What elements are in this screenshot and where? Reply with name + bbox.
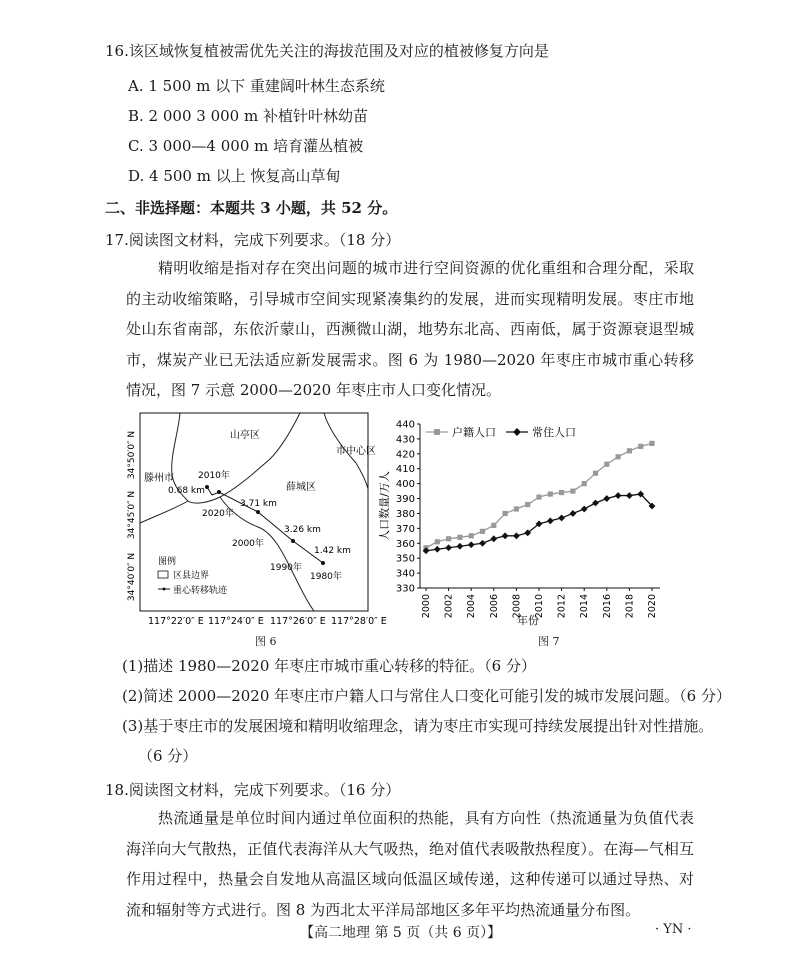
y-tick-label: 340 (395, 568, 415, 580)
series-0-point-2012 (559, 490, 564, 495)
q17-sub-2: (2)简述 2000—2020 年枣庄市户籍人口与常住人口变化可能引发的城市发展问题。（6 分） (122, 687, 731, 705)
y-tick-label: 370 (395, 523, 415, 535)
label-2000: 2000年 (232, 539, 264, 549)
series-0-point-2015 (593, 471, 598, 476)
y-tick-label: 350 (395, 553, 415, 565)
footer-page-info: 【高二地理 第 5 页（共 6 页）】 (300, 925, 502, 941)
series-0-point-2011 (548, 491, 553, 496)
y-tick-label: 420 (395, 449, 415, 461)
district-tengzhou: 滕州市 (144, 473, 174, 484)
legend-huji-marker (434, 429, 440, 435)
label-1980: 1980年 (310, 572, 342, 582)
series-1-point-2013 (570, 510, 577, 517)
point-2000 (256, 510, 260, 514)
x-tick-label: 2016 (601, 594, 613, 619)
point-2010 (205, 485, 209, 489)
series-0-point-2014 (582, 481, 587, 486)
q16-option-a: A. 1 500 m 以下 重建阔叶林生态系统 (128, 77, 385, 95)
series-0-point-2019 (638, 444, 643, 449)
label-2010: 2010年 (198, 471, 230, 481)
series-1-point-2012 (558, 515, 565, 522)
series-0-point-2004 (469, 533, 474, 538)
x-tick-label: 2002 (443, 594, 455, 619)
series-1-point-2011 (547, 518, 554, 525)
boundary-south (220, 497, 314, 611)
series-0-point-2007 (503, 511, 508, 516)
q17-sub-1: (1)描述 1980—2020 年枣庄市城市重心转移的特征。（6 分） (122, 657, 536, 675)
series-1-point-2017 (615, 492, 622, 499)
section2-title: 二、非选择题：本题共 3 小题，共 52 分。 (105, 199, 398, 217)
legend-title: 图例 (158, 557, 177, 567)
x-tick-2: 117°24′0″ E (208, 616, 264, 627)
q18-paragraph: 热流通量是单位时间内通过单位面积的热能，具有方向性（热流通量为负值代表海洋向大气散热，正值代表海洋从大气吸热，绝对值代表吸散热程度）。在海—气相互作用过程中，热量会自发地从高温区域向低温区域传递，这种传递可以通过导热、对流和辐射等方式进行。图 8 为西北太平洋局部地区多年平均热流通量分布图。 (126, 809, 694, 919)
series-1-point-2008 (513, 532, 520, 539)
series-1-point-2007 (502, 532, 509, 539)
x-tick-1: 117°22′0″ E (148, 616, 204, 627)
y-tick-label: 360 (395, 538, 415, 550)
fig7-chart (378, 410, 678, 632)
series-0-point-2009 (525, 502, 530, 507)
series-1-point-2005 (479, 540, 486, 547)
series-0-point-2002 (446, 536, 451, 541)
fig7-ylabel: 人口数量/万人 (378, 471, 391, 541)
dist-068: 0.68 km (168, 486, 205, 496)
series-0-point-2020 (649, 441, 654, 446)
fig7-xlabel: 年份 (517, 614, 539, 627)
legend-track: 重心转移轨迹 (173, 586, 228, 596)
point-1990 (291, 539, 295, 543)
legend-changzhu-marker (513, 428, 521, 436)
point-1980 (321, 561, 325, 565)
fig7-caption: 图 7 (538, 635, 560, 648)
y-tick-3: 34°40′0″ N (127, 552, 137, 602)
dist-326: 3.26 km (284, 525, 321, 535)
series-0-point-2018 (627, 448, 632, 453)
x-tick-label: 2010 (534, 594, 545, 619)
series-1-point-2014 (581, 506, 588, 513)
x-tick-label: 2012 (556, 594, 568, 619)
y-tick-1: 34°50′0″ N (127, 430, 137, 480)
dist-142: 1.42 km (314, 546, 351, 556)
series-1-point-2004 (468, 541, 475, 548)
series-1-point-2006 (490, 535, 497, 542)
legend-huji: 户籍人口 (452, 426, 496, 439)
x-tick-label: 2008 (511, 594, 523, 619)
y-tick-label: 330 (395, 583, 415, 595)
x-tick-label: 2018 (624, 594, 636, 619)
series-1-point-2003 (457, 543, 464, 550)
q16-option-c: C. 3 000—4 000 m 培育灌丛植被 (128, 137, 364, 155)
q16-option-d: D. 4 500 m 以上 恢复高山草甸 (128, 167, 341, 185)
series-0-point-2003 (457, 535, 462, 540)
y-tick-label: 430 (395, 434, 415, 446)
y-tick-label: 380 (395, 508, 415, 520)
label-2020: 2020年 (202, 509, 234, 519)
y-tick-label: 440 (395, 419, 415, 431)
series-1-point-2002 (445, 544, 452, 551)
district-xuecheng: 薛城区 (286, 482, 316, 493)
series-0-point-2006 (491, 523, 496, 528)
x-tick-label: 2020 (647, 594, 658, 619)
point-2020 (217, 490, 221, 494)
series-1-point-2016 (603, 495, 610, 502)
x-tick-4: 117°28′0″ E (331, 616, 387, 627)
series-0-point-2010 (536, 494, 541, 499)
series-1-point-2018 (626, 492, 633, 499)
footer-code: · YN · (655, 922, 692, 937)
series-0-point-2001 (435, 539, 440, 544)
q17-sub-3-score: （6 分） (138, 747, 198, 765)
y-tick-2: 34°45′0″ N (127, 490, 137, 540)
series-0-point-2017 (616, 454, 621, 459)
series-1-point-2015 (592, 500, 599, 507)
fig6-map (118, 405, 394, 633)
q17-sub-3: (3)基于枣庄市的发展困境和精明收缩理念，请为枣庄市实现可持续发展提出针对性措施。 (122, 717, 714, 735)
x-tick-3: 117°26′0″ E (270, 616, 326, 627)
district-shizhong: 市中心区 (336, 446, 376, 457)
series-1-point-2001 (434, 546, 441, 553)
q16-option-b: B. 2 000 3 000 m 补植针叶林幼苗 (128, 107, 368, 125)
legend-changzhu: 常住人口 (532, 426, 576, 439)
fig6-caption: 图 6 (255, 635, 277, 648)
q17-paragraph: 精明收缩是指对存在突出问题的城市进行空间资源的优化重组和合理分配，采取的主动收缩策略，引导城市空间实现紧凑集约的发展，进而实现精明发展。枣庄市地处山东省南部，东依沂蒙山，西濒微山湖，地势东北高、西南低，属于资源衰退型城市，煤炭产业已无法适应新发展需求。图 6 为 1980—2020 年枣庄市城市重心转移情况，图 7 示意 2000—2020 年枣庄市人口变化情况。 (126, 259, 694, 399)
y-tick-label: 410 (395, 464, 415, 476)
legend-boundary-swatch (158, 571, 168, 578)
x-tick-label: 2014 (579, 594, 591, 619)
legend-boundary: 区县边界 (173, 571, 210, 581)
series-0-point-2016 (604, 462, 609, 467)
q16-stem: 16.该区域恢复植被需优先关注的海拔范围及对应的植被修复方向是 (105, 42, 549, 60)
x-tick-label: 2004 (466, 594, 478, 619)
district-shanting: 山亭区 (230, 430, 260, 441)
dist-371: 3.71 km (240, 499, 277, 509)
y-tick-label: 390 (395, 494, 415, 506)
series-0-point-2008 (514, 506, 519, 511)
boundary-west (140, 501, 188, 523)
q17-stem: 17.阅读图文材料，完成下列要求。（18 分） (105, 231, 401, 249)
series-0-point-2005 (480, 529, 485, 534)
label-1990: 1990年 (270, 563, 302, 573)
x-tick-label: 2000 (421, 594, 432, 619)
y-tick-label: 400 (395, 479, 415, 491)
series-0-point-2013 (570, 488, 575, 493)
x-tick-label: 2006 (488, 594, 500, 619)
q18-stem: 18.阅读图文材料，完成下列要求。（16 分） (105, 781, 401, 799)
